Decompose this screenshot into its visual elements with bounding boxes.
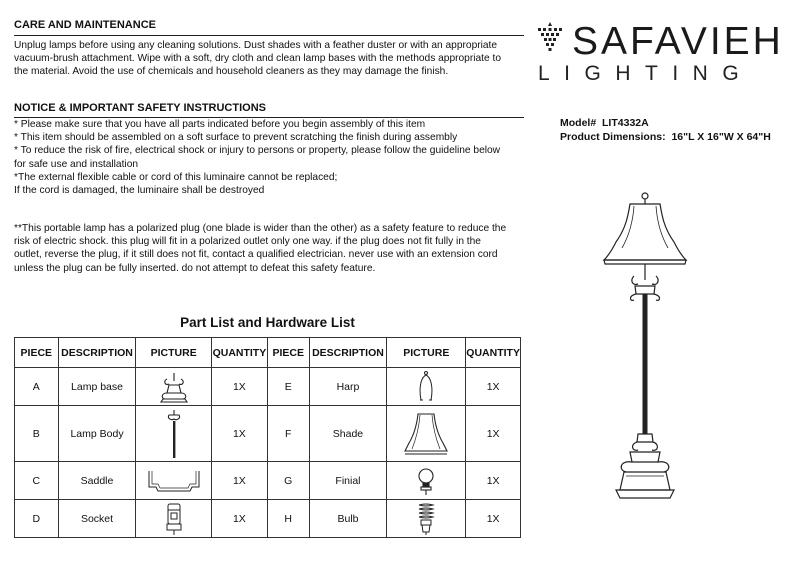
picture-cell: [387, 462, 466, 500]
quantity-cell: 1X: [466, 368, 521, 406]
quantity-cell: 1X: [466, 500, 521, 538]
parts-table: [14, 337, 521, 538]
dimensions-value: 16"L X 16"W X 64"H: [671, 131, 771, 143]
quantity-cell: 1X: [211, 368, 267, 406]
description-cell: Harp: [309, 368, 387, 406]
safety-line: *The external flexible cable or cord of this luminaire cannot be replaced;: [14, 171, 338, 183]
picture-cell: [136, 368, 212, 406]
piece-cell: D: [15, 500, 59, 538]
safety-line: * To reduce the risk of fire, electrical shock or injury to persons or property, please follow the guideline below: [14, 145, 501, 157]
description-cell: Lamp Body: [58, 406, 136, 462]
description-cell: Bulb: [309, 500, 387, 538]
picture-cell: [387, 406, 466, 462]
floor-lamp-illustration: [590, 190, 700, 510]
model-line: [560, 116, 649, 130]
safety-text: [14, 118, 500, 197]
description-cell: Finial: [309, 462, 387, 500]
quantity-cell: 1X: [466, 462, 521, 500]
dimensions-line: [560, 130, 771, 144]
parts-table-title: Part List and Hardware List: [180, 315, 355, 330]
piece-cell: F: [267, 406, 309, 462]
care-text: [14, 39, 501, 79]
safety-line: * Please make sure that you have all parts indicated before you begin assembly of this item: [14, 119, 426, 130]
header-description-2: DESCRIPTION: [309, 338, 387, 368]
quantity-cell: 1X: [211, 500, 267, 538]
lamp-body-icon: [162, 409, 186, 459]
table-row: [15, 500, 521, 538]
header-description: DESCRIPTION: [58, 338, 136, 368]
harp-icon: [411, 370, 441, 404]
header-quantity: QUANTITY: [211, 338, 267, 368]
quantity-cell: 1X: [211, 462, 267, 500]
description-cell: Saddle: [58, 462, 136, 500]
plug-line: risk of electric shock. this plug will fit in a polarized outlet only one way. if the plug does not fit fully in the: [14, 236, 481, 248]
table-row: [15, 406, 521, 462]
plug-note: [14, 222, 506, 275]
shade-icon: [403, 411, 449, 457]
header-piece-2: PIECE: [267, 338, 309, 368]
finial-icon: [414, 466, 438, 496]
plug-line: unless the plug can be fully inserted. do not attempt to defeat this safety feature.: [14, 262, 376, 274]
piece-cell: A: [15, 368, 59, 406]
piece-cell: H: [267, 500, 309, 538]
picture-cell: [387, 500, 466, 538]
model-label: Model#: [560, 117, 597, 129]
safety-line: * This item should be assembled on a soft surface to prevent scratching the finish during assembly: [14, 132, 458, 144]
quantity-cell: 1X: [211, 406, 267, 462]
care-line: vacuum-brush attachment. Wipe with a soft, dry cloth and clean lamp bases with the methods appropriate to: [14, 53, 501, 65]
lamp-base-icon: [157, 371, 191, 403]
care-rule: [14, 35, 524, 36]
table-row: [15, 462, 521, 500]
header-picture: PICTURE: [136, 338, 212, 368]
care-line: the material. Avoid the use of chemicals and household cleaners as they may damage the finish.: [14, 66, 449, 78]
saddle-icon: [144, 467, 204, 495]
description-cell: Socket: [58, 500, 136, 538]
picture-cell: [136, 500, 212, 538]
model-number: LIT4332A: [602, 117, 649, 129]
plug-line: **This portable lamp has a polarized plug (one blade is wider than the other) as a safety feature to reduce the: [14, 223, 507, 234]
picture-cell: [136, 462, 212, 500]
plug-line: outlet, reverse the plug, if it still does not fit, contact a qualified electrician. never use with an extension cord: [14, 249, 498, 261]
care-line: Unplug lamps before using any cleaning solutions. Dust shades with a feather duster or with an appropriate: [14, 40, 498, 51]
chandelier-logo-icon: [536, 22, 564, 52]
header-picture-2: PICTURE: [387, 338, 466, 368]
header-quantity-2: QUANTITY: [466, 338, 521, 368]
description-cell: Lamp base: [58, 368, 136, 406]
socket-icon: [163, 502, 185, 536]
piece-cell: B: [15, 406, 59, 462]
care-heading: CARE AND MAINTENANCE: [14, 19, 156, 31]
dimensions-label: Product Dimensions:: [560, 131, 666, 143]
table-header-row: [15, 338, 521, 368]
safety-line: for safe use and installation: [14, 158, 139, 170]
picture-cell: [136, 406, 212, 462]
safety-line: If the cord is damaged, the luminaire shall be destroyed: [14, 185, 265, 197]
description-cell: Shade: [309, 406, 387, 462]
piece-cell: E: [267, 368, 309, 406]
brand-sub: LIGHTING: [538, 62, 754, 85]
brand-name: SAFAVIEH: [572, 20, 784, 63]
bulb-icon: [413, 502, 439, 536]
safety-heading: NOTICE & IMPORTANT SAFETY INSTRUCTIONS: [14, 102, 266, 114]
quantity-cell: 1X: [466, 406, 521, 462]
header-piece: PIECE: [15, 338, 59, 368]
picture-cell: [387, 368, 466, 406]
piece-cell: G: [267, 462, 309, 500]
piece-cell: C: [15, 462, 59, 500]
table-row: [15, 368, 521, 406]
